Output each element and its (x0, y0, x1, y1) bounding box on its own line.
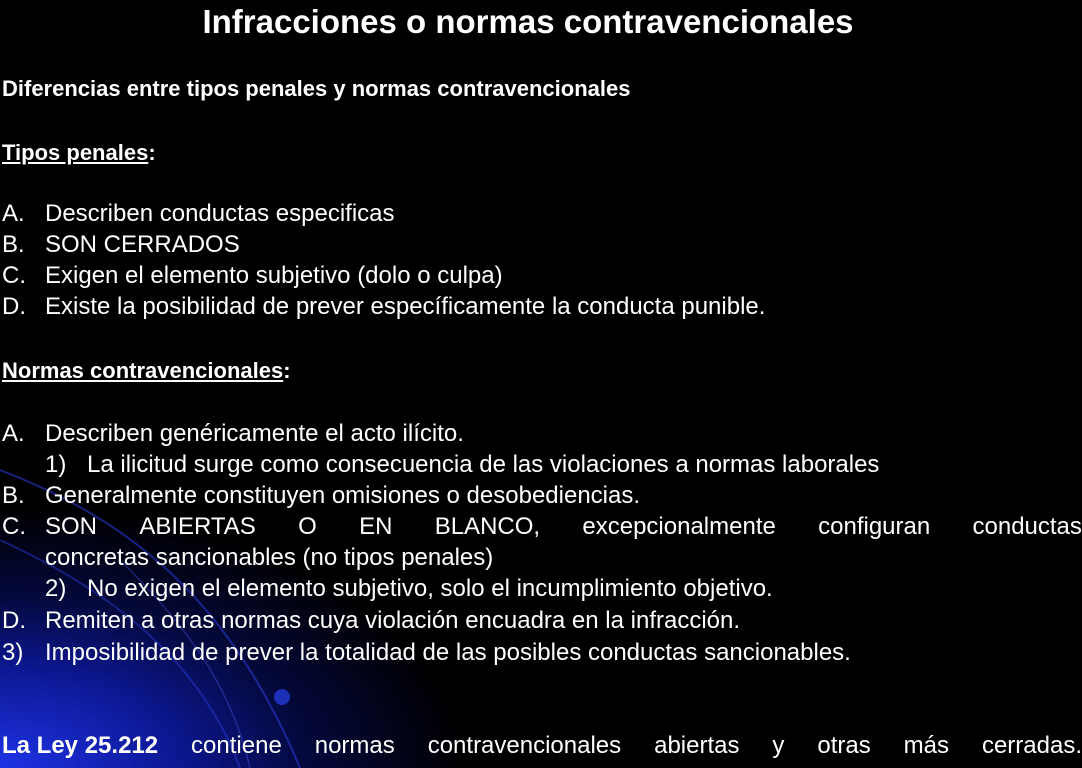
subitem-label: 1) (45, 451, 67, 478)
subitem-text: La ilicitud surge como consecuencia de las violaciones a normas laborales (87, 451, 880, 478)
heading-colon: : (148, 140, 156, 165)
decor-dot (274, 689, 290, 705)
tipos-penales-heading (2, 138, 156, 168)
list-item (2, 481, 640, 511)
word: cerradas. (981, 732, 1082, 759)
list-item (2, 261, 503, 291)
tipos-penales-heading-text: Tipos penales (2, 140, 149, 165)
list-item (2, 512, 1082, 542)
word: configuran (818, 513, 931, 540)
word: BLANCO, (434, 513, 541, 540)
list-item (2, 638, 851, 668)
item-continuation: concretas sancionables (no tipos penales) (45, 544, 494, 571)
normas-heading-text: Normas contravencionales (2, 358, 284, 383)
word: contiene (191, 732, 282, 759)
list-subitem (2, 574, 773, 604)
item-text: Remiten a otras normas cuya violación encuadra en la infracción. (45, 607, 741, 634)
item-text: Imposibilidad de prever la totalidad de las posibles conductas sancionables. (45, 639, 851, 666)
list-item (2, 292, 765, 322)
word: SON (45, 513, 98, 540)
normas-heading (2, 356, 291, 386)
list-item (2, 199, 395, 229)
justified-text (2, 731, 1082, 761)
subitem-label: 2) (45, 575, 67, 602)
word: O (298, 513, 317, 540)
word: más (903, 732, 949, 759)
word: contravencionales (427, 732, 622, 759)
list-item (2, 230, 240, 260)
heading-colon: : (283, 358, 291, 383)
word: normas (314, 732, 395, 759)
item-label: A. (2, 200, 25, 227)
word: conductas (972, 513, 1082, 540)
item-label: B. (2, 482, 25, 509)
item-label: C. (2, 262, 26, 289)
item-text: Describen genéricamente el acto ilícito. (45, 420, 464, 447)
item-label: C. (2, 513, 26, 540)
item-text: SON CERRADOS (45, 231, 240, 258)
justified-text (45, 512, 1082, 542)
word: otras (817, 732, 871, 759)
word: y (772, 732, 785, 759)
list-item (2, 606, 740, 636)
item-text: Generalmente constituyen omisiones o desobediencias. (45, 482, 641, 509)
list-subitem (2, 450, 879, 480)
item-text: Describen conductas especificas (45, 200, 395, 227)
item-label: B. (2, 231, 25, 258)
list-item (2, 419, 464, 449)
word: excepcionalmente (582, 513, 776, 540)
item-text: Exigen el elemento subjetivo (dolo o culpa) (45, 262, 503, 289)
item-label: D. (2, 607, 26, 634)
word: ABIERTAS (139, 513, 256, 540)
word: abiertas (654, 732, 740, 759)
footer-line (2, 731, 1082, 761)
subtitle: Diferencias entre tipos penales y normas contravencionales (2, 76, 631, 101)
item-label: D. (2, 293, 26, 320)
law-reference: La Ley 25.212 (2, 732, 159, 759)
item-text: Existe la posibilidad de prever específicamente la conducta punible. (45, 293, 766, 320)
page-title: Infracciones o normas contravencionales (202, 3, 854, 40)
item-label: A. (2, 420, 25, 447)
word: EN (359, 513, 393, 540)
item-label: 3) (2, 639, 24, 666)
subitem-text: No exigen el elemento subjetivo, solo el incumplimiento objetivo. (87, 575, 773, 602)
